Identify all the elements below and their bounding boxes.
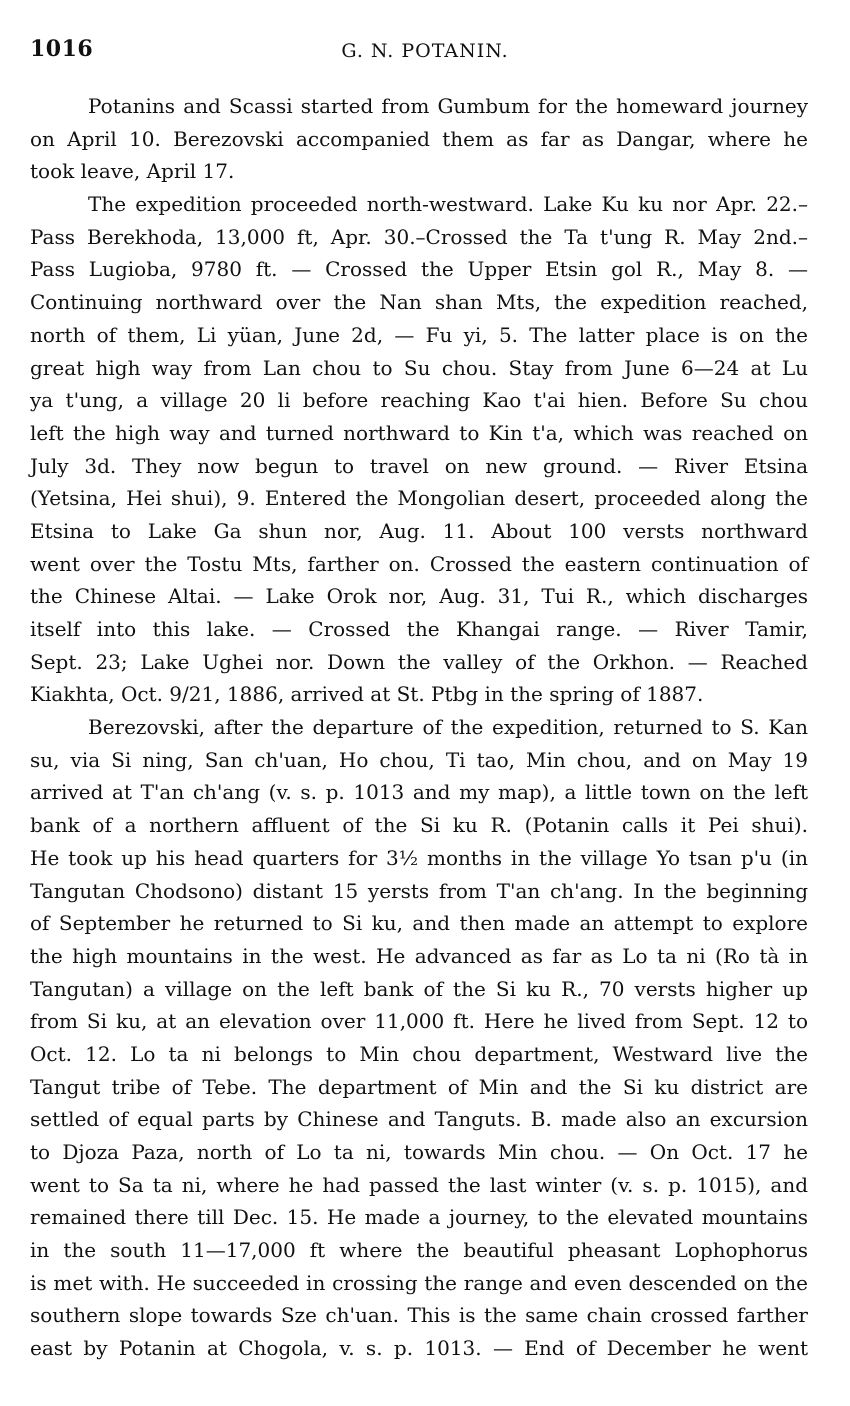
running-head: G. N. POTANIN. xyxy=(341,40,509,62)
text-line: itself into this lake. — Crossed the Khangai range. — River Tamir, xyxy=(30,617,808,641)
paragraph xyxy=(30,711,808,1365)
text-line: the Chinese Altai. — Lake Orok nor, Aug. 31, Tui R., which discharges xyxy=(30,584,808,609)
text-line: Tangutan) a village on the left bank of the Si ku R., 70 versts higher up xyxy=(30,976,808,1001)
text-line: su, via Si ning, San ch'uan, Ho chou, Ti tao, Min chou, and on May 19 xyxy=(30,747,808,772)
text-line: He took up his head quarters for 3½ months in the village Yo tsan p'u (in xyxy=(30,845,808,870)
text-line: took leave, April 17. xyxy=(30,159,235,184)
text-line: Tangut tribe of Tebe. The department of Min and the Si ku district are xyxy=(30,1074,808,1099)
text-line: Berezovski, after the departure of the expedition, returned to S. Kan xyxy=(88,715,808,740)
text-line: settled of equal parts by Chinese and Tanguts. B. made also an excursion xyxy=(30,1107,808,1132)
text-line: remained there till Dec. 15. He made a journey, to the elevated mountains xyxy=(30,1205,808,1230)
text-line: The expedition proceeded north-westward. Lake Ku ku nor Apr. 22.– xyxy=(88,192,808,217)
text-line: ya t'ung, a village 20 li before reaching Kao t'ai hien. Before Su chou xyxy=(30,388,808,413)
text-line: to Djoza Paza, north of Lo ta ni, towards Min chou. — On Oct. 17 he xyxy=(30,1140,808,1164)
text-line: great high way from Lan chou to Su chou. Stay from June 6—24 at Lu xyxy=(30,355,808,380)
text-line: east by Potanin at Chogola, v. s. p. 1013. — End of December he went xyxy=(30,1336,808,1361)
text-line: Pass Lugioba, 9780 ft. — Crossed the Upper Etsin gol R., May 8. — xyxy=(30,257,808,282)
page-number: 1016 xyxy=(30,36,94,62)
text-line: Continuing northward over the Nan shan Mts, the expedition reached, xyxy=(30,290,808,315)
text-line: Kiakhta, Oct. 9/21, 1886, arrived at St. Ptbg in the spring of 1887. xyxy=(30,682,704,707)
body-text xyxy=(30,90,808,1365)
text-line: went to Sa ta ni, where he had passed the last winter (v. s. p. 1015), and xyxy=(30,1172,808,1197)
text-line: from Si ku, at an elevation over 11,000 ft. Here he lived from Sept. 12 to xyxy=(30,1009,808,1034)
text-line: Etsina to Lake Ga shun nor, Aug. 11. About 100 versts northward xyxy=(30,518,808,543)
text-line: Pass Berekhoda, 13,000 ft, Apr. 30.–Crossed the Ta t'ung R. May 2nd.– xyxy=(30,224,808,249)
text-line: July 3d. They now begun to travel on new ground. — River Etsina xyxy=(30,453,808,478)
text-line: in the south 11—17,000 ft where the beautiful pheasant Lophophorus xyxy=(30,1238,808,1263)
text-line: arrived at T'an ch'ang (v. s. p. 1013 and my map), a little town on the left xyxy=(30,780,808,805)
paragraph xyxy=(30,90,808,188)
text-line: left the high way and turned northward to Kin t'a, which was reached on xyxy=(30,420,808,445)
text-line: Sept. 23; Lake Ughei nor. Down the valley of the Orkhon. — Reached xyxy=(30,649,808,674)
text-line: north of them, Li yüan, June 2d, — Fu yi, 5. The latter place is on the xyxy=(30,322,808,347)
text-line: is met with. He succeeded in crossing the range and even descended on the xyxy=(30,1270,808,1295)
text-line: (Yetsina, Hei shui), 9. Entered the Mongolian desert, proceeded along the xyxy=(30,486,808,511)
text-line: southern slope towards Sze ch'uan. This is the same chain crossed farther xyxy=(30,1303,808,1328)
text-line: Oct. 12. Lo ta ni belongs to Min chou department, Westward live the xyxy=(30,1041,808,1066)
paragraph xyxy=(30,188,808,711)
text-line: Tangutan Chodsono) distant 15 yersts from T'an ch'ang. In the beginning xyxy=(30,878,808,903)
text-line: went over the Tostu Mts, farther on. Crossed the eastern continuation of xyxy=(30,551,808,576)
text-line: bank of a northern affluent of the Si ku R. (Potanin calls it Pei shui). xyxy=(30,813,808,838)
text-line: Potanins and Scassi started from Gumbum for the homeward journey xyxy=(88,94,808,118)
text-line: the high mountains in the west. He advanced as far as Lo ta ni (Ro tà in xyxy=(30,943,808,968)
text-line: of September he returned to Si ku, and then made an attempt to explore xyxy=(30,911,808,936)
text-line: on April 10. Berezovski accompanied them as far as Dangar, where he xyxy=(30,126,808,151)
